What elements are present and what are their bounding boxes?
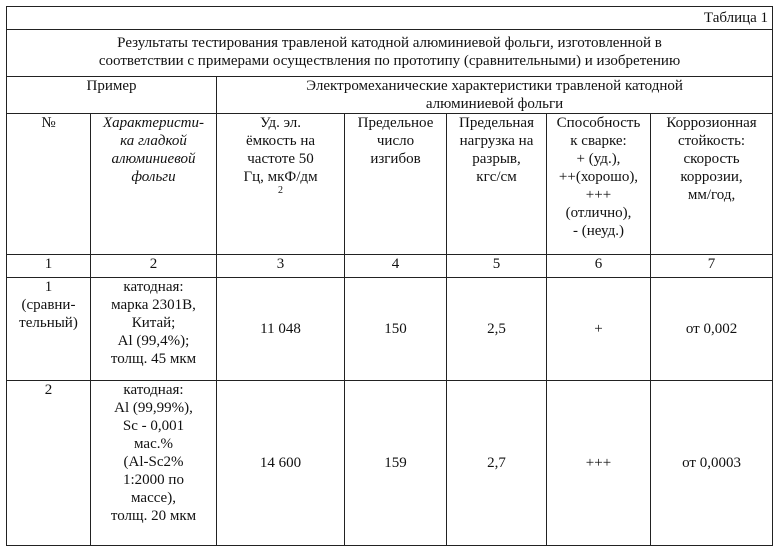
results-table (6, 6, 773, 546)
capacity-value: 14 600 (217, 381, 345, 546)
capacity-unit-exponent: 2 (278, 185, 283, 196)
col-header-smooth-foil (91, 114, 217, 255)
header-line: Предельное (357, 115, 434, 131)
corrosion-value: от 0,0003 (651, 381, 773, 546)
header-line: мм/год, (687, 187, 736, 203)
col-header-weldability (547, 114, 651, 255)
weld-value: + (547, 278, 651, 381)
header-line: Уд. эл. (259, 115, 302, 131)
column-number: 1 (7, 255, 91, 278)
cell-line: катодная: (123, 279, 184, 295)
load-value: 2,7 (447, 381, 547, 546)
header-line: - (неуд.) (573, 223, 624, 239)
col-header-load (447, 114, 547, 255)
cell-line: (Al-Sc2% (123, 454, 184, 470)
header-line: +++ (585, 187, 612, 203)
table-caption (7, 30, 773, 77)
row-number (7, 278, 91, 381)
header-line: изгибов (370, 151, 421, 167)
cell-line: катодная: (123, 382, 184, 398)
caption-line: соответствии с примерами осуществления по прототипу (сравнительными) и изобретению (98, 53, 681, 69)
bends-value: 150 (345, 278, 447, 381)
group-header-line: Электромеханические характеристики травленой катодной (306, 78, 683, 94)
header-line: ёмкость на (245, 133, 316, 149)
cell-line: 1:2000 по (123, 472, 184, 488)
header-line: стойкость: (677, 133, 746, 149)
header-line: Способность (556, 115, 641, 131)
cell-line: тельный) (19, 315, 78, 331)
cell-line: 2 (44, 382, 53, 398)
column-number: 2 (91, 255, 217, 278)
header-line: алюминиевой (111, 151, 196, 167)
group-header-line: алюминиевой фольги (425, 96, 564, 112)
caption-line: Результаты тестирования травленой катодной алюминиевой фольги, изготовленной в (117, 35, 662, 51)
cell-line: Al (99,99%), (114, 400, 193, 416)
cell-line: Al (99,4%); (117, 333, 190, 349)
header-line-unit (219, 168, 342, 204)
header-line: к сварке: (570, 133, 627, 149)
document-page (6, 6, 772, 546)
row-number (7, 381, 91, 546)
header-line: Предельная (459, 115, 534, 131)
cell-line: 1 (44, 279, 53, 295)
cell-line: толщ. 45 мкм (110, 351, 197, 367)
header-line: коррозии, (680, 169, 743, 185)
cell-line: толщ. 20 мкм (110, 508, 197, 524)
header-line: фольги (131, 169, 176, 185)
header-line: ка гладкой (120, 133, 187, 149)
foil-characteristics (91, 278, 217, 381)
corrosion-value: от 0,002 (651, 278, 773, 381)
column-number: 3 (217, 255, 345, 278)
column-number: 5 (447, 255, 547, 278)
group-header-electromech (217, 77, 773, 114)
header-line: + (уд.), (576, 151, 621, 167)
weld-value: +++ (547, 381, 651, 546)
cell-line: марка 2301В, (111, 297, 196, 313)
header-line: Характеристи- (103, 115, 204, 131)
cell-line: мас.% (134, 436, 173, 452)
capacity-unit: Гц, мкФ/дм (243, 169, 318, 185)
col-header-bends (345, 114, 447, 255)
capacity-value: 11 048 (217, 278, 345, 381)
cell-line: массе), (131, 490, 176, 506)
column-number-row (7, 255, 773, 278)
column-number: 6 (547, 255, 651, 278)
header-line: разрыв, (472, 151, 521, 167)
cell-line: (сравни- (21, 297, 76, 313)
table-row (7, 381, 773, 546)
header-line: число (376, 133, 415, 149)
bends-value: 159 (345, 381, 447, 546)
foil-characteristics (91, 381, 217, 546)
cell-line: Китай; (131, 315, 176, 331)
header-line: кгс/см (476, 169, 517, 185)
col-header-no: № (7, 114, 91, 255)
group-header-example: Пример (7, 77, 217, 114)
header-line: скорость (683, 151, 740, 167)
header-line: Коррозионная (666, 115, 757, 131)
col-header-corrosion (651, 114, 773, 255)
header-line: (отлично), (565, 205, 632, 221)
load-value: 2,5 (447, 278, 547, 381)
col-header-capacity (217, 114, 345, 255)
column-number: 7 (651, 255, 773, 278)
header-line: ++(хорошо), (558, 169, 639, 185)
table-label: Таблица 1 (7, 7, 773, 30)
cell-line: Sc - 0,001 (122, 418, 185, 434)
header-line: нагрузка на (459, 133, 534, 149)
table-row (7, 278, 773, 381)
column-number: 4 (345, 255, 447, 278)
header-line: частоте 50 (247, 151, 314, 167)
